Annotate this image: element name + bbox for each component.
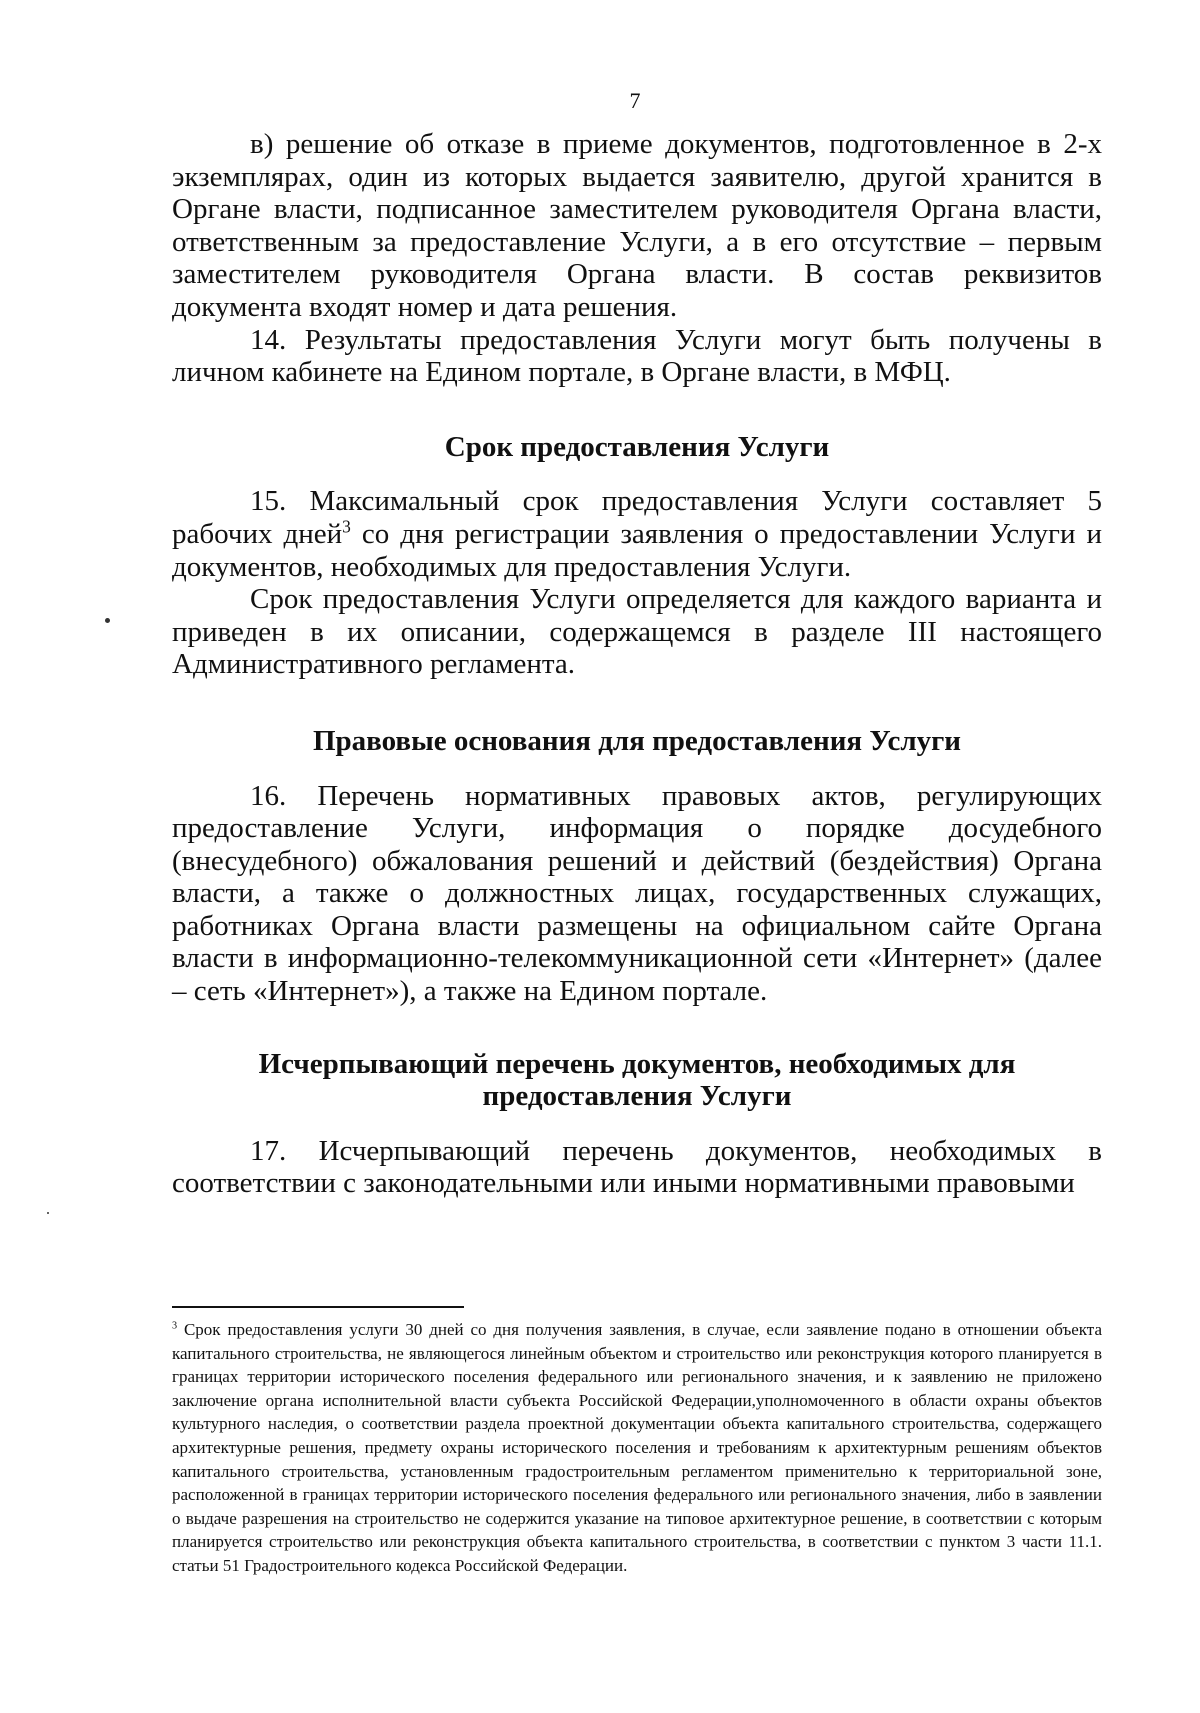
scan-speck [47, 1212, 49, 1214]
section-heading-legal-basis: Правовые основания для предоставления Услуги [312, 724, 962, 757]
footnote-marker: 3 [172, 1320, 178, 1332]
paragraph-15-text-start: 15. Максимальный срок предоставления Услуги составляет 5 рабочих дней [172, 485, 1102, 550]
paragraph-14: 14. Результаты предоставления Услуги могут быть получены в личном кабинете на Едином портале, в Органе власти, в МФЦ. [172, 323, 1102, 389]
footnote-3 [172, 1318, 1102, 1578]
paragraph-15-text-end: со дня регистрации заявления о предоставлении Услуги и документов, необходимых для предоставления Услуги. [172, 517, 1102, 583]
footnote-separator [172, 1306, 464, 1308]
section-heading-term: Срок предоставления Услуги [444, 430, 830, 463]
section-heading-documents: Исчерпывающий перечень документов, необходимых для предоставления Услуги [258, 1047, 1016, 1113]
paragraph-15 [172, 485, 1102, 583]
footnote-reference: 3 [342, 516, 351, 537]
paragraph-15-term: Срок предоставления Услуги определяется для каждого варианта и приведен в их описании, содержащемся в разделе III настоящего Административного регламента. [172, 583, 1102, 681]
scan-speck [105, 618, 110, 623]
page-number: 7 [629, 88, 641, 113]
paragraph-16: 16. Перечень нормативных правовых актов, регулирующих предоставление Услуги, информация о порядке досудебного (внесудебного) обжалования решений и действий (бездействия) Органа власти, а также о должностных лицах, государственных служащих, работниках Органа власти размещены на официальном сайте Органа власти в информационно-телекоммуникационной сети «Интернет» (далее – сеть «Интернет»), а также на Едином портале. [172, 779, 1102, 1008]
footnote-text: Срок предоставления услуги 30 дней со дня получения заявления, в случае, если заявление подано в отношении объекта капитального строительства, не являющегося линейным объектом и строительство или реконструкция которого планируется в границах территории исторического поселения федерального или регионального значения, и к заявлению не приложено заключение органа исполнительной власти субъекта Российской Федерации,уполномоченного в области охраны объектов культурного наследия, о соответствии раздела проектной документации объекта капитального строительства, содержащего архитектурные решения, предмету охраны исторического поселения и требованиям к архитектурным решениям объектов капитального строительства, установленным градостроительным регламентом применительно к территориальной зоне, расположенной в границах территории исторического поселения федерального или регионального значения, либо в заявлении о выдаче разрешения на строительство не содержится указание на типовое архитектурное решение, в соответствии с которым планируется строительство или реконструкция объекта капитального строительства, в соответствии с пунктом 3 части 11.1. статьи 51 Градостроительного кодекса Российской Федерации. [172, 1320, 1102, 1575]
paragraph-13-v: в) решение об отказе в приеме документов, подготовленное в 2-х экземплярах, один из которых выдается заявителю, другой хранится в Органе власти, подписанное заместителем руководителя Органа власти, ответственным за предоставление Услуги, а в его отсутствие – первым заместителем руководителя Органа власти. В состав реквизитов документа входят номер и дата решения. [172, 128, 1102, 323]
paragraph-17: 17. Исчерпывающий перечень документов, необходимых в соответствии с законодательными или иными нормативными правовыми [172, 1134, 1102, 1200]
main-text [172, 128, 1102, 1200]
